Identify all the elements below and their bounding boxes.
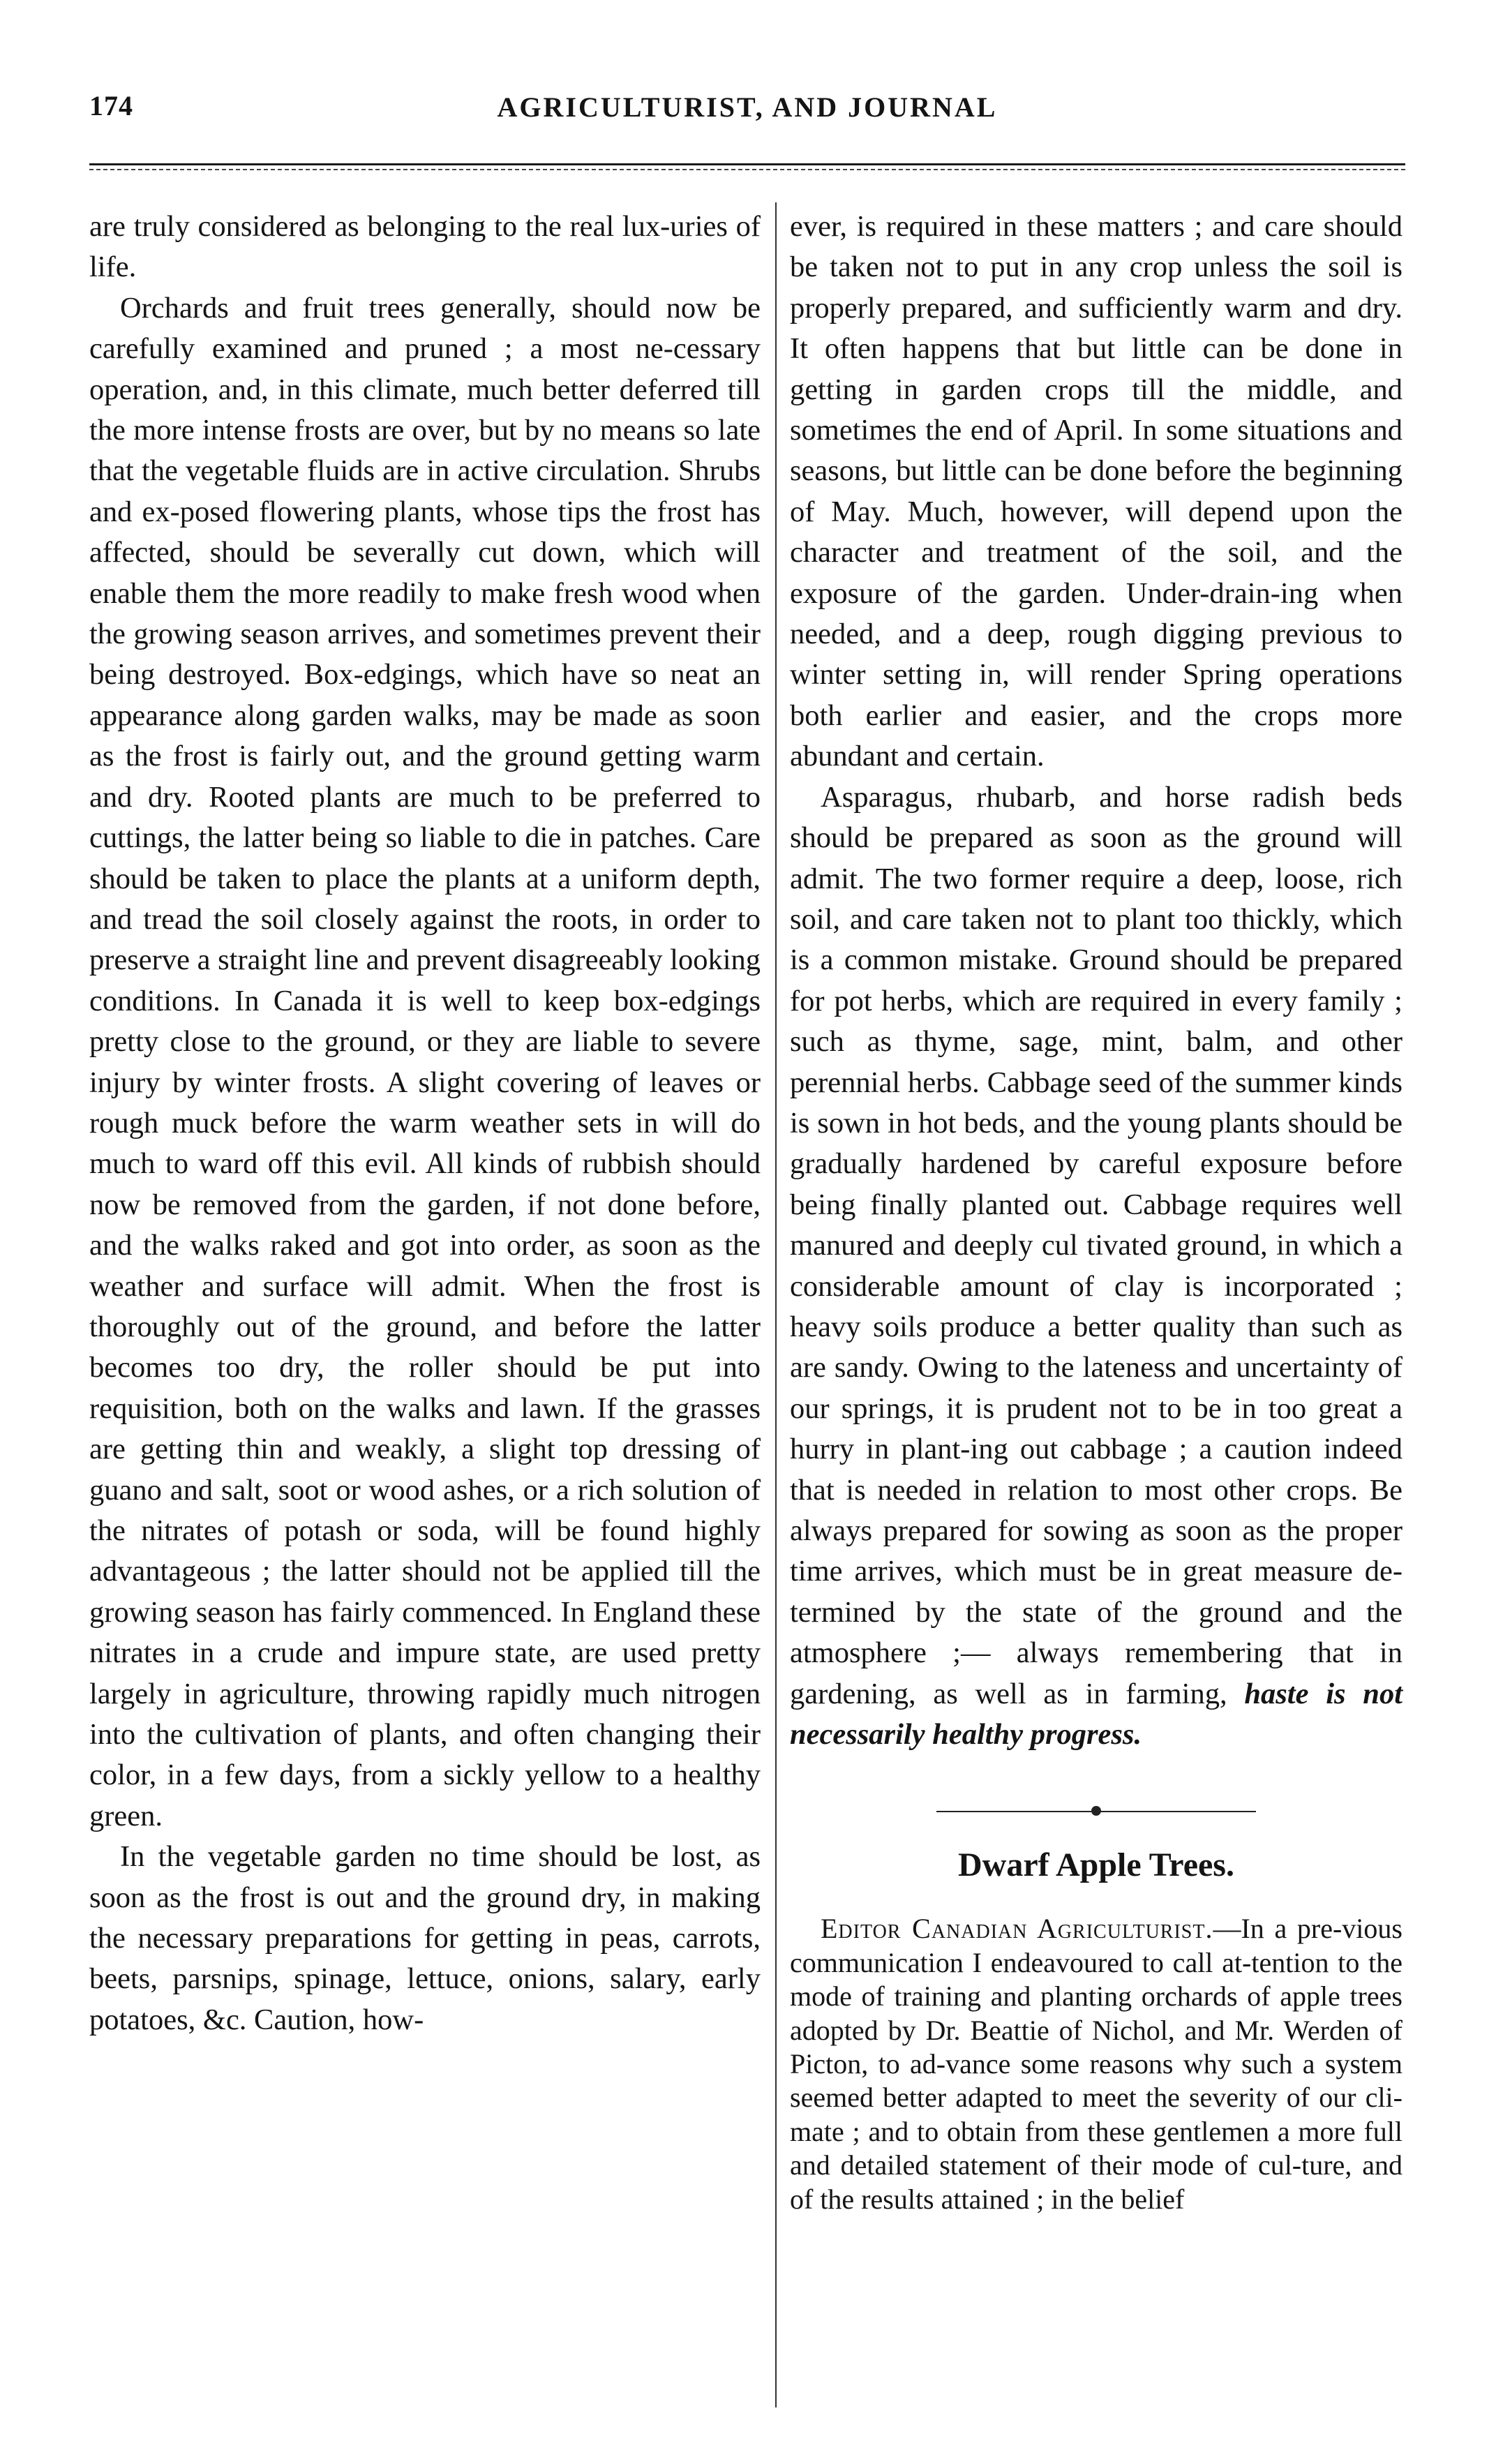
column-divider (775, 202, 777, 2407)
paragraph: are truly considered as belonging to the real lux-uries of life. (89, 210, 761, 284)
left-column (89, 207, 761, 2040)
paragraph (790, 777, 1402, 1756)
page-header (89, 89, 1405, 138)
page-number: 174 (89, 90, 133, 121)
divider-dot (1091, 1806, 1101, 1816)
article-heading: Dwarf Apple Trees. (958, 1846, 1234, 1884)
paragraph-text: Asparagus, rhubarb, and horse radish beds should be prepared as soon as the ground will admit. The two former require a deep, loose, rich soil, and care taken not to plant too thickly, which is a common mistake. Ground should be prepared for pot herbs, which are required in every family ; such as thyme, sage, mint, balm, and other perennial herbs. Cabbage seed of the summer kinds is sown in hot beds, and the young plants should be gradually hardened by careful exposure before being finally planted out. Cabbage requires well manured and deeply cul tivated ground, in which a considerable amount of clay is incorporated ; heavy soils produce a better quality than such as are sandy. Owing to the lateness and uncertainty of our springs, it is prudent not to be in too great a hurry in plant-ing out cabbage ; a caution indeed that is needed in relation to most other crops. Be always prepared for sowing as soon as the proper time arrives, which must be in great measure de-termined by the state of the ground and the atmosphere ;— always remembering that in gardening, as well as in farming, (790, 780, 1402, 1710)
running-title: AGRICULTURIST, AND JOURNAL (497, 91, 998, 123)
section-divider (790, 1797, 1402, 1825)
paragraph: ever, is required in these matters ; and care should be taken not to put in any crop unless the soil is properly prepared, and sufficiently warm and dry. It often happens that but little can be done in getting in garden crops till the middle, and sometimes the end of April. In some situations and seasons, but little can be done before the beginning of May. Much, however, will depend upon the character and treatment of the soil, and the exposure of the garden. Under-drain-ing when needed, and a deep, rough digging previous to winter setting in, will render Spring operations both earlier and easier, and the crops more abundant and certain. (790, 210, 1402, 773)
article-paragraph (790, 1912, 1402, 2216)
right-column (790, 207, 1402, 2216)
header-rule-dashed (89, 169, 1405, 170)
emphasis-text: haste is not necessarily healthy progress. (790, 1677, 1403, 1752)
paragraph: In the vegetable garden no time should be lost, as soon as the frost is out and the ground dry, in making the necessary preparations for getting in peas, carrots, beets, parsnips, spinage, lettuce, onions, salary, early potatoes, &c. Caution, how- (89, 1840, 761, 2036)
article-text: —In a pre-vious communication I endeavoured to call at-tention to the mode of training and planting orchards of apple trees adopted by Dr. Beattie of Nichol, and Mr. Werden of Picton, to ad-vance some reasons why such a system seemed better adapted to meet the severity of our cli-mate ; and to obtain from these gentlemen a more full and detailed statement of their mode of cul-ture, and of the results attained ; in the belief (790, 1913, 1402, 2215)
header-rule (89, 163, 1405, 165)
paragraph: Orchards and fruit trees generally, should now be carefully examined and pruned ; a most ne-cessary operation, and, in this climate, much better deferred till the more intense frosts are over, but by no means so late that the vegetable fluids are in active circulation. Shrubs and ex-posed flowering plants, whose tips the frost has affected, should be severally cut down, which will enable them the more readily to make fresh wood when the growing season arrives, and sometimes prevent their being destroyed. Box-edgings, which have so neat an appearance along garden walks, may be made as soon as the frost is fairly out, and the ground getting warm and dry. Rooted plants are much to be preferred to cuttings, the latter being so liable to die in patches. Care should be taken to place the plants at a uniform depth, and tread the soil closely against the roots, in order to preserve a straight line and prevent disagreeably looking conditions. In Canada it is well to keep box-edgings pretty close to the ground, or they are liable to severe injury by winter frosts. A slight covering of leaves or rough muck before the warm weather sets in will do much to ward off this evil. All kinds of rubbish should now be removed from the garden, if not done before, and the walks raked and got into order, as soon as the weather and surface will admit. When the frost is thoroughly out of the ground, and before the latter becomes too dry, the roller should be put into requisition, both on the walks and lawn. If the grasses are getting thin and weakly, a slight top dressing of guano and salt, soot or wood ashes, or a rich solution of the nitrates of potash or soda, will be found highly advantageous ; the latter should not be applied till the growing season has fairly commenced. In England these nitrates in a crude and impure state, are used pretty largely in agriculture, throwing rapidly much nitrogen into the cultivation of plants, and often changing their color, in a few days, from a sickly yellow to a healthy green. (89, 291, 761, 1832)
article-salutation: Editor Canadian Agriculturist. (821, 1913, 1213, 1945)
